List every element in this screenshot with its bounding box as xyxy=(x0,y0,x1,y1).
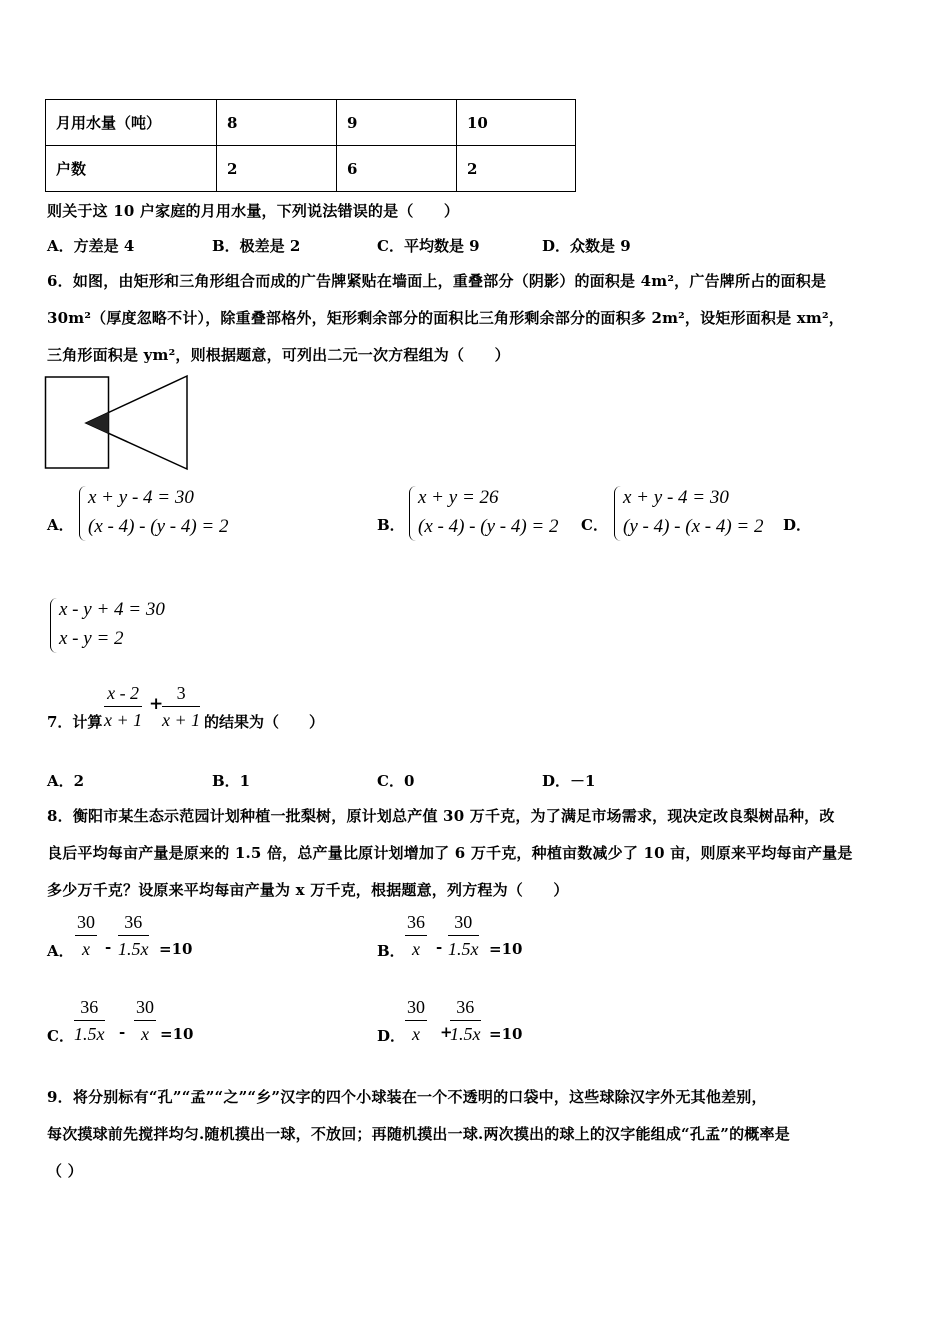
q7-suffix: 的结果为（ ） xyxy=(204,713,325,731)
table-cell: 9 xyxy=(337,100,457,146)
water-usage-table xyxy=(45,99,576,192)
q5-stem: 则关于这 10 户家庭的月用水量，下列说法错误的是（ ） xyxy=(47,202,460,220)
q6-option-d-system: x - y + 4 = 30 x - y = 2 xyxy=(59,599,165,649)
q8-option-b-frac-1: $\frac{36}{x}$ xyxy=(405,909,427,962)
q8-option-a-operator: - xyxy=(105,938,112,956)
q8-option-b-tail: =10 xyxy=(489,940,523,958)
q7-fraction-1: $\frac{x - 2}{x + 1}$ xyxy=(104,680,142,733)
overlap-shaded-region xyxy=(86,413,109,434)
q5-option-a: A．方差是 4 xyxy=(47,237,135,255)
q7-plus-sign: + xyxy=(149,694,164,714)
q8-option-d-label: D． xyxy=(377,1027,406,1045)
q7-fraction-2: $\frac{3}{x + 1}$ xyxy=(162,680,200,733)
table-row xyxy=(46,146,576,192)
q9-line-2: 每次摸球前先搅拌均匀.随机摸出一球，不放回；再随机摸出一球.两次摸出的球上的汉字能组成“孔孟”的概率是 xyxy=(47,1125,790,1143)
q7-option-b: B．1 xyxy=(212,772,251,790)
table-cell: 8 xyxy=(217,100,337,146)
q8-option-c-frac-2: $\frac{30}{x}$ xyxy=(134,994,156,1047)
q6-line-2: 30m²（厚度忽略不计），除重叠部格外，矩形剩余部分的面积比三角形剩余部分的面积多 2m²，设矩形面积是 xm²， xyxy=(47,309,844,327)
q8-option-a-frac-2: $\frac{36}{1.5x}$ xyxy=(118,909,149,962)
q8-option-d-frac-2: $\frac{36}{1.5x}$ xyxy=(450,994,481,1047)
brace-icon xyxy=(614,486,621,541)
q9-line-3: （ ） xyxy=(47,1162,83,1180)
q7-option-a: A．2 xyxy=(47,772,85,790)
q7-option-c: C．0 xyxy=(377,772,415,790)
q8-option-d-tail: =10 xyxy=(489,1025,523,1043)
q6-option-b-system: x + y = 26 (x - 4) - (y - 4) = 2 xyxy=(418,487,559,537)
q5-option-b: B．极差是 2 xyxy=(212,237,301,255)
q8-option-a-label: A． xyxy=(47,942,74,960)
q8-option-c-tail: =10 xyxy=(160,1025,194,1043)
q8-option-d-operator: + xyxy=(440,1023,453,1041)
table-cell: 月用水量（吨） xyxy=(46,100,217,146)
q8-option-b-frac-2: $\frac{30}{1.5x}$ xyxy=(448,909,479,962)
table-cell: 10 xyxy=(457,100,576,146)
brace-icon xyxy=(79,486,86,541)
q6-option-d-label: D． xyxy=(783,516,812,534)
table-cell: 2 xyxy=(457,146,576,192)
q8-option-c-label: C． xyxy=(47,1027,74,1045)
q8-option-a-tail: =10 xyxy=(159,940,193,958)
q6-option-a-label: A． xyxy=(47,516,74,534)
q8-option-c-frac-1: $\frac{36}{1.5x}$ xyxy=(74,994,105,1047)
table-cell: 6 xyxy=(337,146,457,192)
brace-icon xyxy=(409,486,416,541)
q6-line-1: 6．如图，由矩形和三角形组合而成的广告牌紧贴在墙面上，重叠部分（阴影）的面积是 4m²，广告牌所占的面积是 xyxy=(47,272,827,290)
q8-option-d-frac-1: $\frac{30}{x}$ xyxy=(405,994,427,1047)
brace-icon xyxy=(50,598,57,653)
q8-line-3: 多少万千克？设原来平均每亩产量为 x 万千克，根据题意，列方程为（ ） xyxy=(47,881,569,899)
q8-option-b-label: B． xyxy=(377,942,405,960)
q7-option-d: D．－1 xyxy=(542,772,596,790)
q5-option-c: C．平均数是 9 xyxy=(377,237,480,255)
q6-option-c-label: C． xyxy=(581,516,608,534)
q6-line-3: 三角形面积是 ym²，则根据题意，可列出二元一次方程组为（ ） xyxy=(47,346,510,364)
q6-option-c-system: x + y - 4 = 30 (y - 4) - (x - 4) = 2 xyxy=(623,487,764,537)
q8-option-a-frac-1: $\frac{30}{x}$ xyxy=(75,909,97,962)
q8-line-1: 8．衡阳市某生态示范园计划种植一批梨树，原计划总产值 30 万千克，为了满足市场需求，现决定改良梨树品种，改 xyxy=(47,807,835,825)
q8-option-c-operator: - xyxy=(119,1023,126,1041)
q7-prefix: 7．计算 xyxy=(47,713,103,731)
q6-option-a-system: x + y - 4 = 30 (x - 4) - (y - 4) = 2 xyxy=(88,487,229,537)
billboard-figure xyxy=(44,374,192,472)
table-cell: 2 xyxy=(217,146,337,192)
q5-option-d: D．众数是 9 xyxy=(542,237,631,255)
table-cell: 户数 xyxy=(46,146,217,192)
table-row xyxy=(46,100,576,146)
q6-option-b-label: B． xyxy=(377,516,405,534)
q9-line-1: 9．将分别标有“孔”“孟”“之”“乡”汉字的四个小球装在一个不透明的口袋中，这些球除汉字外无其他差别， xyxy=(47,1088,767,1106)
q8-option-b-operator: - xyxy=(436,938,443,956)
q8-line-2: 良后平均每亩产量是原来的 1.5 倍，总产量比原计划增加了 6 万千克，种植亩数减少了 10 亩，则原来平均每亩产量是 xyxy=(47,844,853,862)
